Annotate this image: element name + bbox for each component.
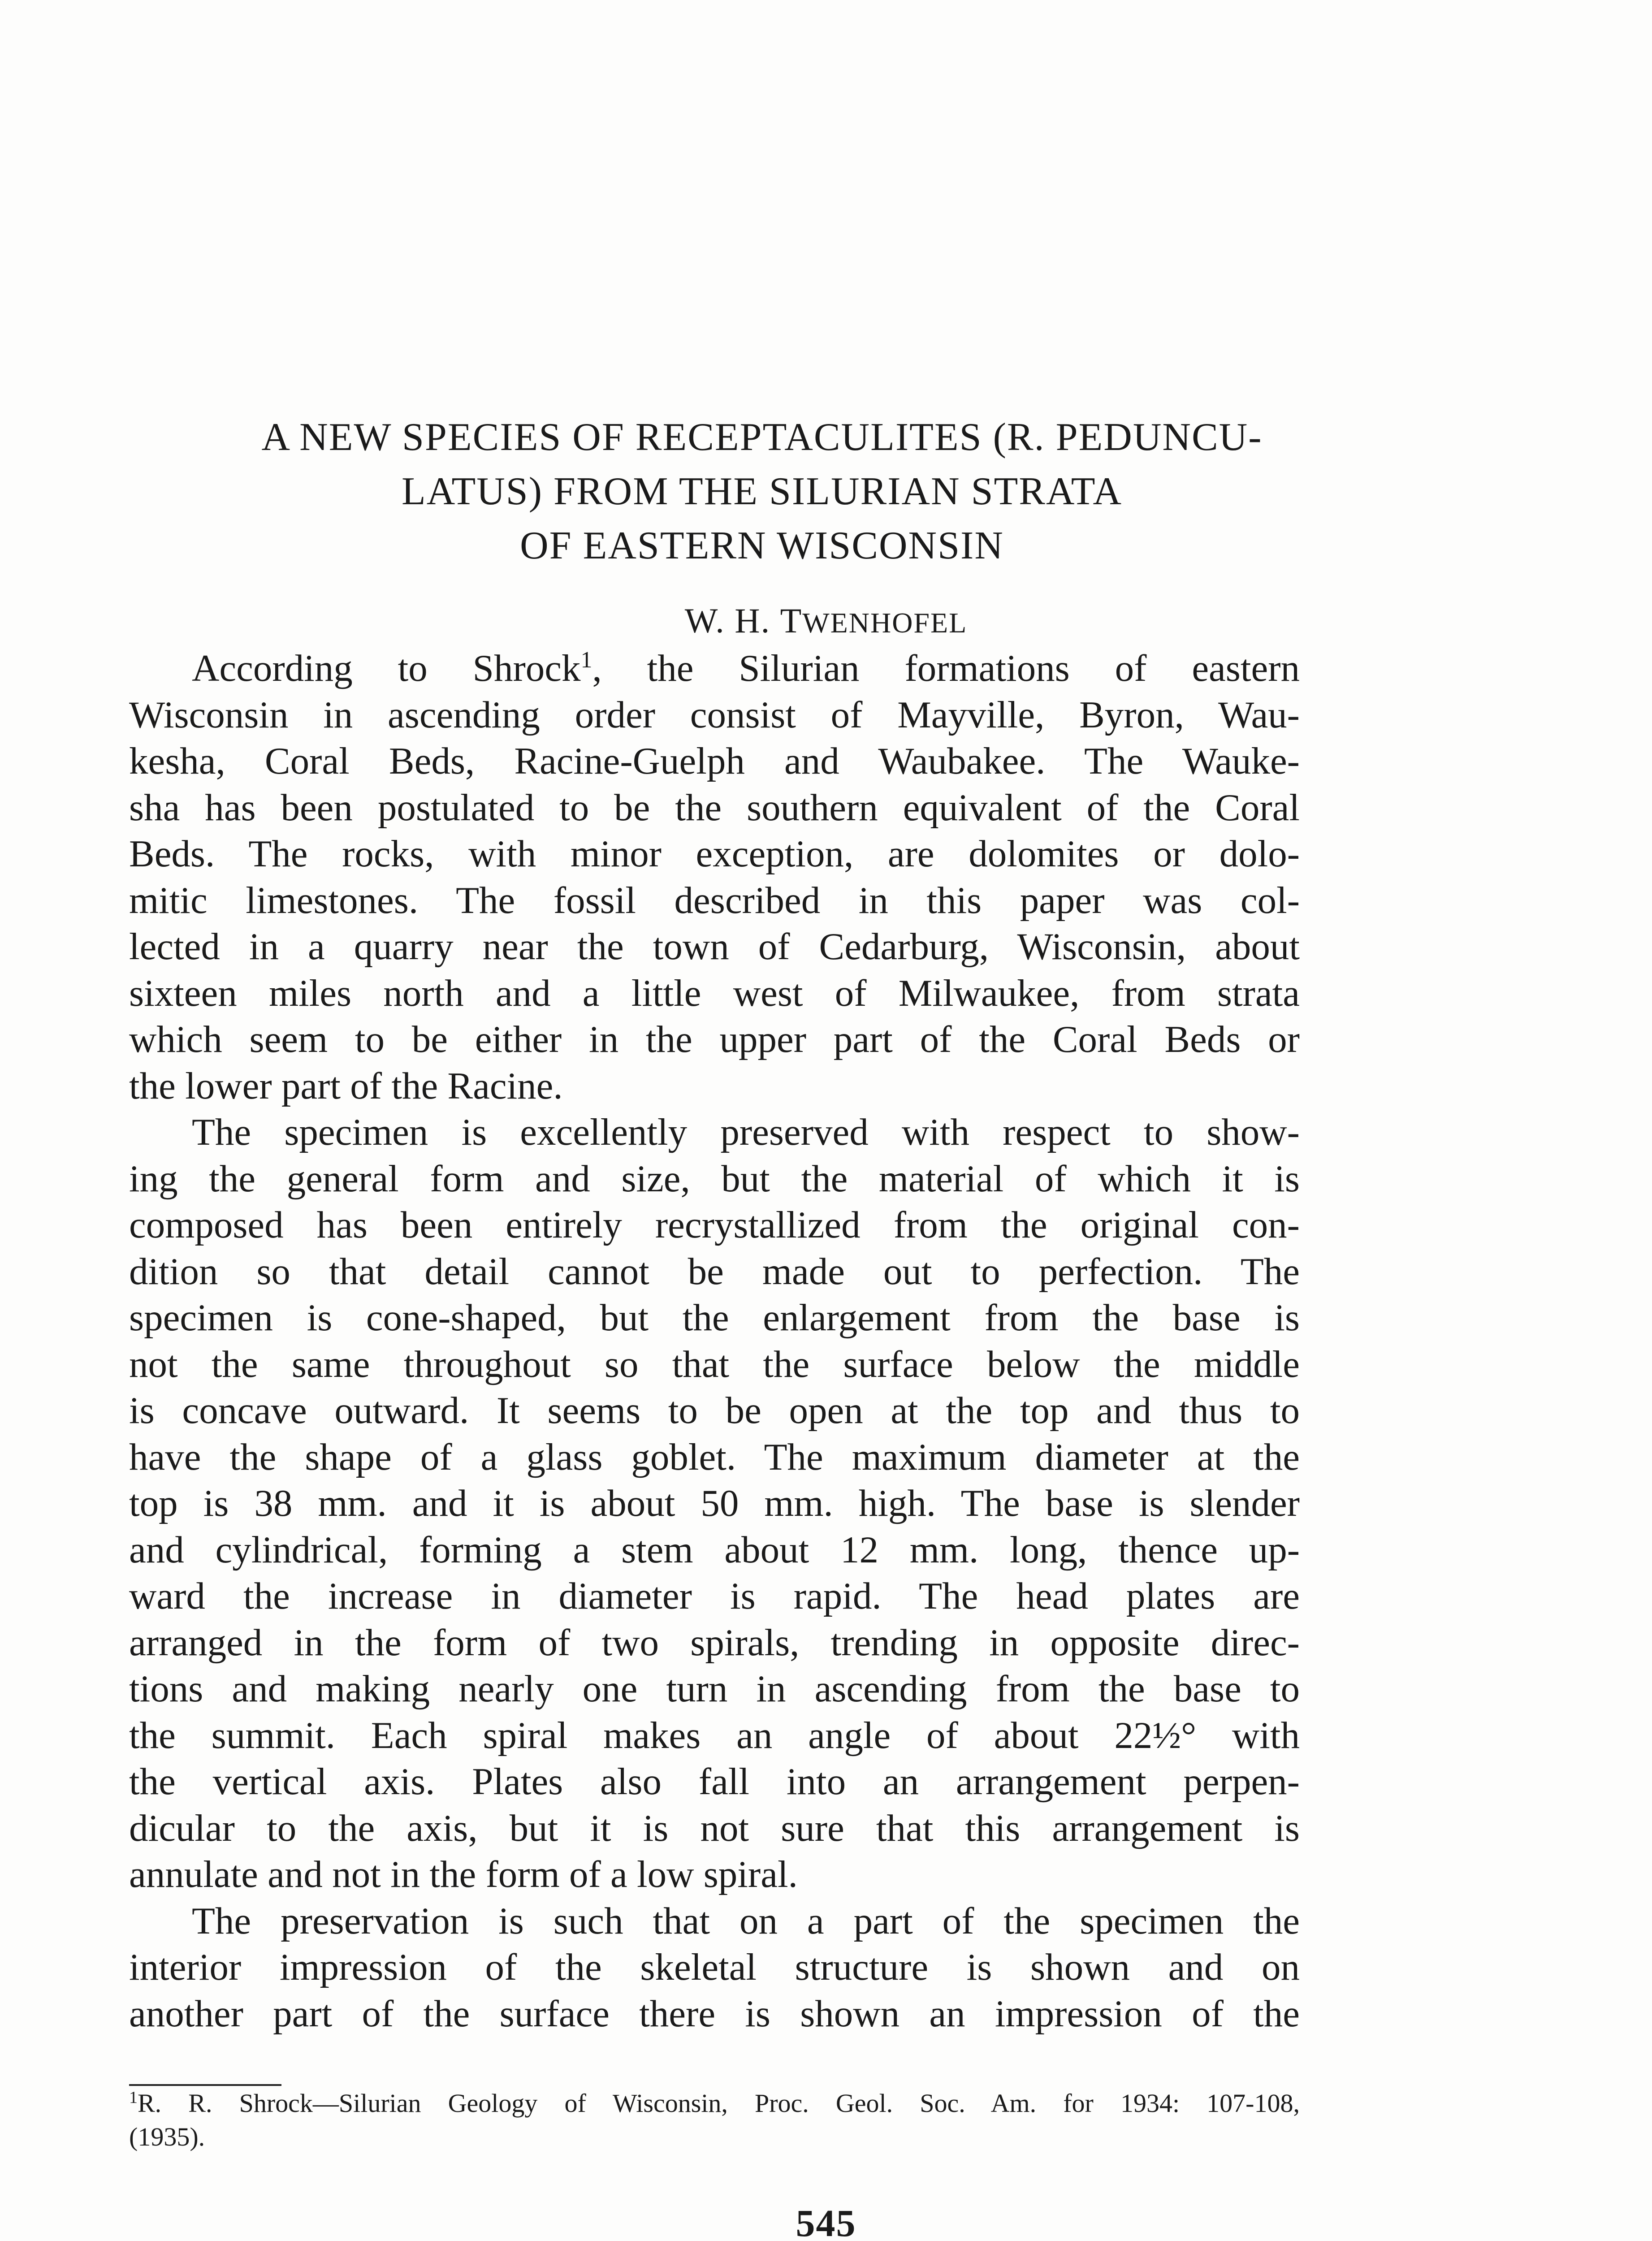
footnote bbox=[129, 2086, 1300, 2154]
text-line: Beds. The rocks, with minor exception, are dolomites or dolo- bbox=[129, 833, 1300, 875]
footnote-rule bbox=[129, 2084, 281, 2086]
text-line: tions and making nearly one turn in ascending from the base to bbox=[129, 1668, 1300, 1710]
text-line: annulate and not in the form of a low spiral. bbox=[129, 1853, 798, 1895]
text-line: interior impression of the skeletal structure is shown and on bbox=[129, 1946, 1300, 1988]
text-line: the summit. Each spiral makes an angle of about 22½° with bbox=[129, 1714, 1300, 1756]
text-line: composed has been entirely recrystallized from the original con- bbox=[129, 1204, 1300, 1246]
text-line: Wisconsin in ascending order consist of Mayville, Byron, Wau- bbox=[129, 693, 1300, 736]
text-line: the vertical axis. Plates also fall into an arrangement perpen- bbox=[129, 1761, 1300, 1803]
text-line: another part of the surface there is shown an impression of the bbox=[129, 1992, 1300, 2035]
text-line: The specimen is excellently preserved with respect to show- bbox=[192, 1111, 1300, 1153]
text-line: the lower part of the Racine. bbox=[129, 1064, 563, 1107]
page-number: 545 bbox=[796, 2202, 856, 2241]
text-line: have the shape of a glass goblet. The maximum diameter at the bbox=[129, 1436, 1300, 1478]
footnote-text: R. R. Shrock—Silurian Geology of Wisconsin, Proc. Geol. Soc. Am. for 1934: 107-108, bbox=[138, 2089, 1300, 2118]
text-fragment: , the Silurian formations of eastern bbox=[592, 647, 1300, 689]
text-line: top is 38 mm. and it is about 50 mm. high. The base is slender bbox=[129, 1482, 1300, 1524]
author-initials: W. H. bbox=[684, 601, 771, 640]
footnote-line-2: (1935). bbox=[129, 2122, 205, 2151]
text-line: not the same throughout so that the surface below the middle bbox=[129, 1343, 1300, 1385]
text-line: lected in a quarry near the town of Cedarburg, Wisconsin, about bbox=[129, 926, 1300, 968]
text-line: mitic limestones. The fossil described in this paper was col- bbox=[129, 879, 1300, 921]
paragraph-1 bbox=[129, 645, 1300, 1109]
title-line-1: A NEW SPECIES OF RECEPTACULITES (R. PEDUNCU- bbox=[261, 415, 1263, 459]
text-line: dicular to the axis, but it is not sure that this arrangement is bbox=[129, 1807, 1300, 1849]
title-line-3: OF EASTERN WISCONSIN bbox=[520, 524, 1004, 567]
text-line: specimen is cone-shaped, but the enlargement from the base is bbox=[129, 1297, 1300, 1339]
footnote-ref: 1 bbox=[580, 647, 592, 673]
text-line: kesha, Coral Beds, Racine-Guelph and Waubakee. The Wauke- bbox=[129, 740, 1300, 782]
footnote-marker: 1 bbox=[129, 2088, 138, 2107]
article-body bbox=[129, 645, 1300, 2037]
text-line: ward the increase in diameter is rapid. The head plates are bbox=[129, 1575, 1300, 1617]
text-line: ing the general form and size, but the material of which it is bbox=[129, 1157, 1300, 1200]
article-title bbox=[90, 410, 1434, 573]
text-line: is concave outward. It seems to be open at the top and thus to bbox=[129, 1389, 1300, 1432]
text-line: arranged in the form of two spirals, trending in opposite direc- bbox=[129, 1621, 1300, 1664]
text-line: sixteen miles north and a little west of Milwaukee, from strata bbox=[129, 972, 1300, 1014]
text-line: which seem to be either in the upper part of the Coral Beds or bbox=[129, 1018, 1300, 1060]
footnote-line-1 bbox=[129, 2086, 1300, 2120]
text-line: sha has been postulated to be the southern equivalent of the Coral bbox=[129, 786, 1300, 829]
author-surname-initial: T bbox=[780, 601, 803, 640]
paragraph-2 bbox=[129, 1109, 1300, 1898]
text-line: The preservation is such that on a part of the specimen the bbox=[192, 1899, 1300, 1942]
author-byline bbox=[0, 598, 1652, 645]
text-line: and cylindrical, forming a stem about 12 mm. long, thence up- bbox=[129, 1528, 1300, 1571]
title-line-2: LATUS) FROM THE SILURIAN STRATA bbox=[401, 470, 1123, 513]
text-line: dition so that detail cannot be made out to perfection. The bbox=[129, 1250, 1300, 1293]
text-fragment: According to Shrock bbox=[192, 647, 581, 689]
text-line bbox=[129, 645, 1300, 692]
author-surname-rest: WENHOFEL bbox=[802, 607, 968, 639]
paragraph-3 bbox=[129, 1898, 1300, 2038]
